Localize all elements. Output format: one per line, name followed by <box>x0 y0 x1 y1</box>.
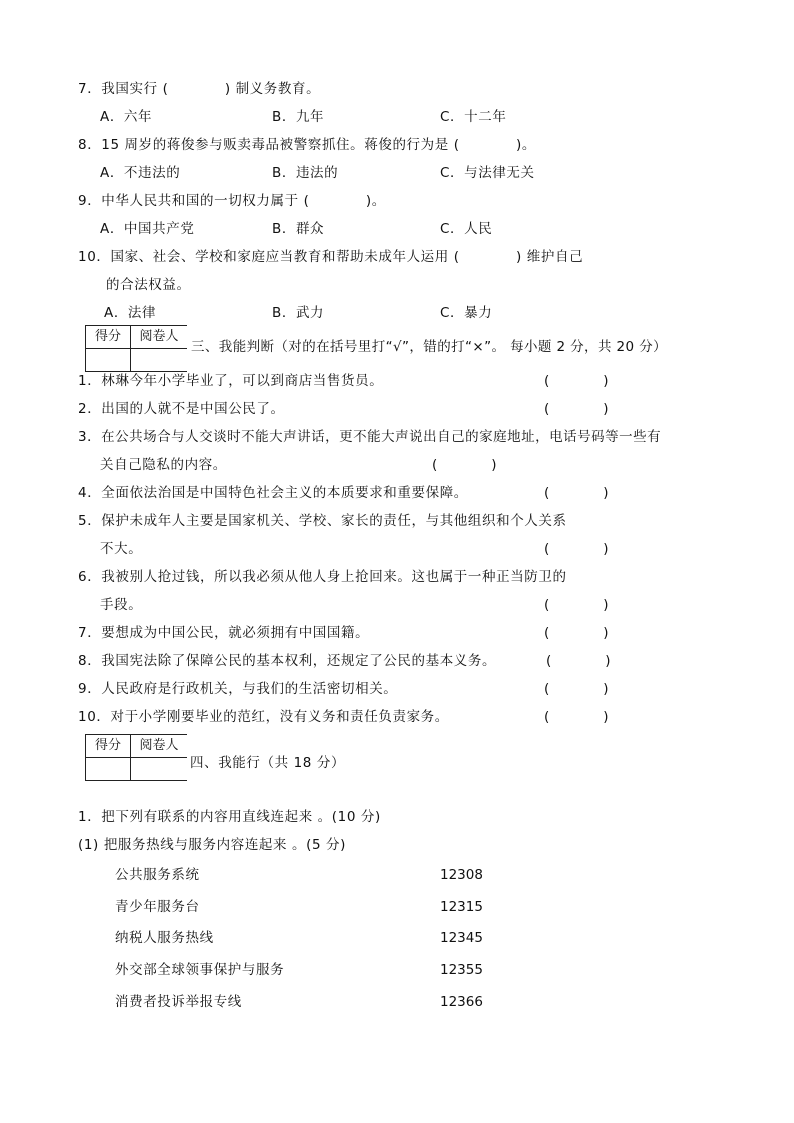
judge-item-2: 2．出国的人就不是中国公民了。 <box>78 401 285 417</box>
judge-answer-4[interactable]: ( ) <box>544 485 609 501</box>
judge-item-10: 10．对于小学刚要毕业的范红，没有义务和责任负责家务。 <box>78 709 449 725</box>
reviewer-label: 阅卷人 <box>131 735 188 758</box>
section3-title: 三、我能判断（对的在括号里打“√”，错的打“×”。 每小题 2 分，共 20 分） <box>191 339 668 355</box>
hotline-number: 12308 <box>440 867 483 883</box>
judge-item-9: 9．人民政府是行政机关，与我们的生活密切相关。 <box>78 681 398 697</box>
score-cell[interactable] <box>86 349 131 372</box>
service-item: 青少年服务台 <box>115 899 200 915</box>
mc-q10-stem: 10．国家、社会、学校和家庭应当教育和帮助未成年人运用 ( ) 维护自己 <box>78 249 584 265</box>
section4-q1-1: (1) 把服务热线与服务内容连起来 。(5 分) <box>78 837 347 853</box>
mc-q10-option-c: C．暴力 <box>440 305 493 321</box>
mc-q9-option-b: B．群众 <box>272 221 325 237</box>
mc-q7-option-a: A．六年 <box>100 109 153 125</box>
mc-q8-option-b: B．违法的 <box>272 165 339 181</box>
section4-q1: 1．把下列有联系的内容用直线连起来 。(10 分) <box>78 809 381 825</box>
hotline-number: 12315 <box>440 899 483 915</box>
judge-answer-1[interactable]: ( ) <box>544 373 609 389</box>
mc-q7-option-c: C．十二年 <box>440 109 507 125</box>
mc-q9-option-a: A．中国共产党 <box>100 221 195 237</box>
section4-title: 四、我能行（共 18 分） <box>190 755 346 771</box>
reviewer-cell[interactable] <box>131 349 188 372</box>
mc-q8-stem: 8．15 周岁的蒋俊参与贩卖毒品被警察抓住。蒋俊的行为是 ( )。 <box>78 137 536 153</box>
score-label: 得分 <box>86 326 131 349</box>
section3-score-box <box>85 325 187 372</box>
judge-item-5-cont: 不大。 <box>100 541 143 557</box>
judge-answer-6[interactable]: ( ) <box>544 597 609 613</box>
mc-q8-option-a: A．不违法的 <box>100 165 181 181</box>
mc-q10-option-a: A．法律 <box>104 305 157 321</box>
mc-q9-option-c: C．人民 <box>440 221 493 237</box>
service-item: 外交部全球领事保护与服务 <box>115 962 285 978</box>
score-label: 得分 <box>86 735 131 758</box>
service-item: 消费者投诉举报专线 <box>115 994 242 1010</box>
judge-answer-5[interactable]: ( ) <box>544 541 609 557</box>
mc-q10-stem-cont: 的合法权益。 <box>106 277 191 293</box>
judge-item-3: 3．在公共场合与人交谈时不能大声讲话，更不能大声说出自己的家庭地址，电话号码等一些有 <box>78 429 662 445</box>
judge-answer-10[interactable]: ( ) <box>544 709 609 725</box>
judge-item-1: 1．林琳今年小学毕业了，可以到商店当售货员。 <box>78 373 384 389</box>
score-cell[interactable] <box>86 758 131 781</box>
service-item: 公共服务系统 <box>115 867 200 883</box>
hotline-number: 12366 <box>440 994 483 1010</box>
reviewer-label: 阅卷人 <box>131 326 188 349</box>
judge-answer-3[interactable]: ( ) <box>432 457 497 473</box>
hotline-number: 12345 <box>440 930 483 946</box>
judge-item-4: 4．全面依法治国是中国特色社会主义的本质要求和重要保障。 <box>78 485 468 501</box>
judge-item-6: 6．我被别人抢过钱，所以我必须从他人身上抢回来。这也属于一种正当防卫的 <box>78 569 567 585</box>
judge-answer-8[interactable]: ( ) <box>546 653 611 669</box>
mc-q7-stem: 7．我国实行 ( ) 制义务教育。 <box>78 81 321 97</box>
section4-score-box <box>85 734 187 781</box>
reviewer-cell[interactable] <box>131 758 188 781</box>
judge-answer-2[interactable]: ( ) <box>544 401 609 417</box>
judge-item-7: 7．要想成为中国公民，就必须拥有中国国籍。 <box>78 625 370 641</box>
mc-q7-option-b: B．九年 <box>272 109 325 125</box>
judge-item-6-cont: 手段。 <box>100 597 143 613</box>
mc-q8-option-c: C．与法律无关 <box>440 165 535 181</box>
service-item: 纳税人服务热线 <box>115 930 214 946</box>
judge-answer-9[interactable]: ( ) <box>544 681 609 697</box>
judge-answer-7[interactable]: ( ) <box>544 625 609 641</box>
judge-item-5: 5．保护未成年人主要是国家机关、学校、家长的责任，与其他组织和个人关系 <box>78 513 567 529</box>
mc-q10-option-b: B．武力 <box>272 305 325 321</box>
judge-item-3-cont: 关自己隐私的内容。 <box>100 457 227 473</box>
hotline-number: 12355 <box>440 962 483 978</box>
judge-item-8: 8．我国宪法除了保障公民的基本权利，还规定了公民的基本义务。 <box>78 653 497 669</box>
mc-q9-stem: 9．中华人民共和国的一切权力属于 ( )。 <box>78 193 386 209</box>
